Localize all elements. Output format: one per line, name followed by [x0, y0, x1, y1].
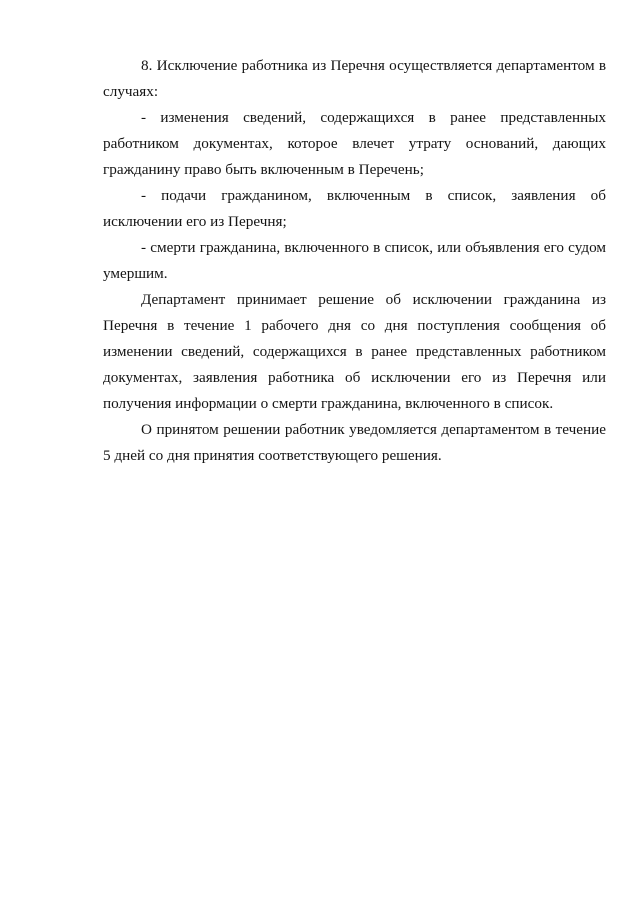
paragraph-case-death: - смерти гражданина, включенного в список, или объявления его судом умершим. — [103, 239, 606, 282]
paragraph-department-decision: Департамент принимает решение об исключении гражданина из Перечня в течение 1 рабочего дня со дня поступления сообщения об изменении сведений, содержащихся в ранее представленных работником документах, заявления работника об исключении его из Перечня или получения информации о смерти гражданина, включенного в список. — [103, 291, 606, 412]
paragraph-exclusion-cases: 8. Исключение работника из Перечня осуществляется департаментом в случаях: — [103, 57, 606, 100]
document-body — [103, 53, 606, 469]
paragraph-case-changed-info: - изменения сведений, содержащихся в ранее представленных работником документах, которое влечет утрату оснований, дающих гражданину право быть включенным в Перечень; — [103, 109, 606, 178]
paragraph-notification: О принятом решении работник уведомляется департаментом в течение 5 дней со дня принятия соответствующего решения. — [103, 421, 606, 464]
paragraph-case-application: - подачи гражданином, включенным в список, заявления об исключении его из Перечня; — [103, 187, 606, 230]
